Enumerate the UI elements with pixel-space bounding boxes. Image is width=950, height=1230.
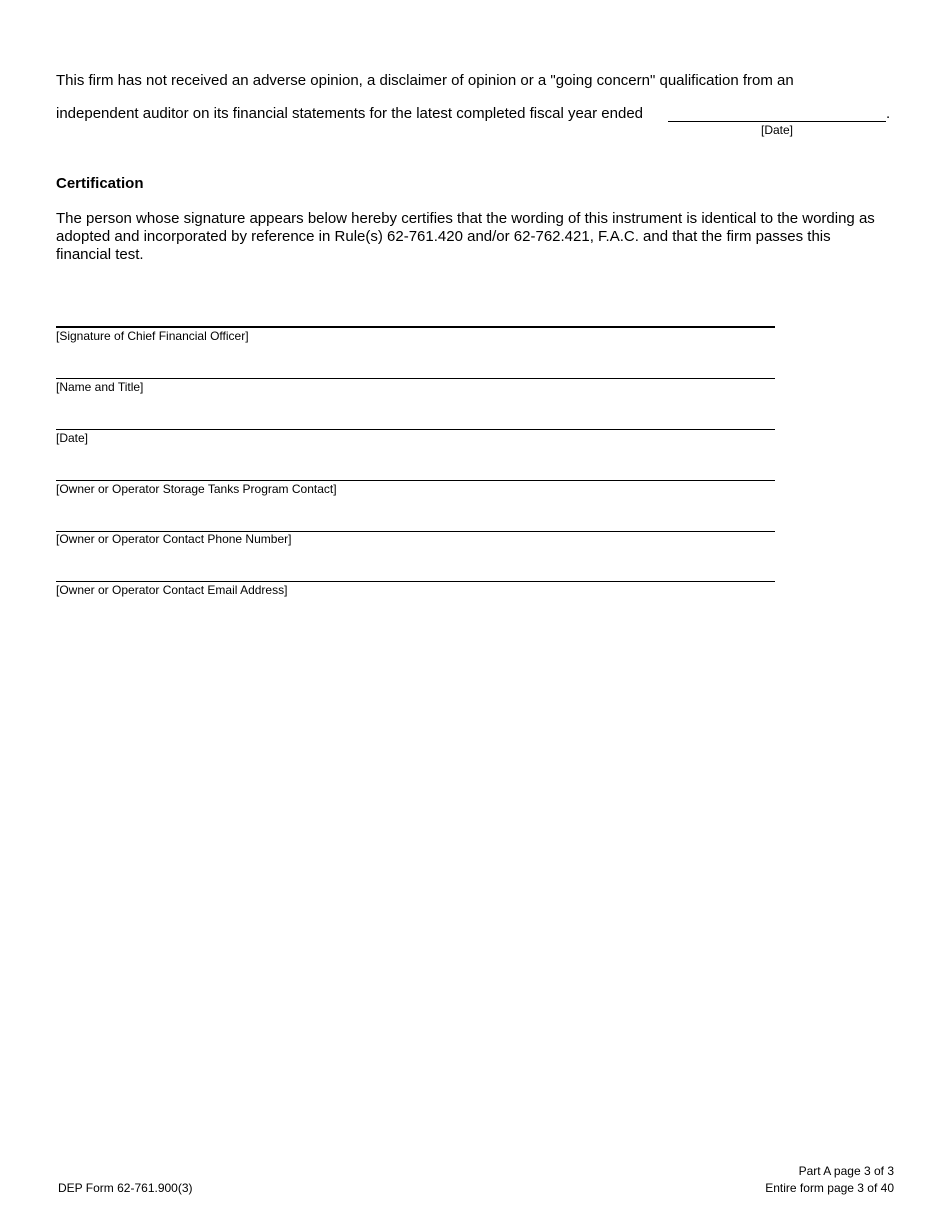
contact-phone-caption: [Owner or Operator Contact Phone Number] <box>56 532 292 546</box>
certification-text: The person whose signature appears below hereby certifies that the wording of this instrument is identical to the wording as adopted and incorporated by reference in Rule(s) 62-761.420 and/or 62-762.421, F.A.C. and that the firm passes this financial test. <box>56 210 875 263</box>
statement-line-2: independent auditor on its financial statements for the latest completed fiscal year ended <box>56 105 644 122</box>
signature-caption: [Signature of Chief Financial Officer] <box>56 329 249 343</box>
statement-period: . <box>886 105 891 122</box>
fiscal-year-date-caption: [Date] <box>761 123 794 137</box>
contact-email-field[interactable] <box>56 581 775 582</box>
name-title-field[interactable] <box>56 378 775 379</box>
signature-date-caption: [Date] <box>56 431 89 445</box>
statement-line-1: This firm has not received an adverse opinion, a disclaimer of opinion or a "going concern" qualification from an <box>56 72 794 89</box>
fiscal-year-date-field[interactable] <box>668 121 886 122</box>
entire-form-page-number: Entire form page 3 of 40 <box>765 1181 894 1195</box>
program-contact-caption: [Owner or Operator Storage Tanks Program Contact] <box>56 482 337 496</box>
certification-heading: Certification <box>56 175 144 192</box>
contact-email-caption: [Owner or Operator Contact Email Address] <box>56 583 288 597</box>
part-page-number: Part A page 3 of 3 <box>798 1164 894 1178</box>
signature-field[interactable] <box>56 326 775 328</box>
signature-date-field[interactable] <box>56 429 775 430</box>
name-title-caption: [Name and Title] <box>56 380 144 394</box>
form-number: DEP Form 62-761.900(3) <box>58 1181 193 1195</box>
program-contact-field[interactable] <box>56 480 775 481</box>
